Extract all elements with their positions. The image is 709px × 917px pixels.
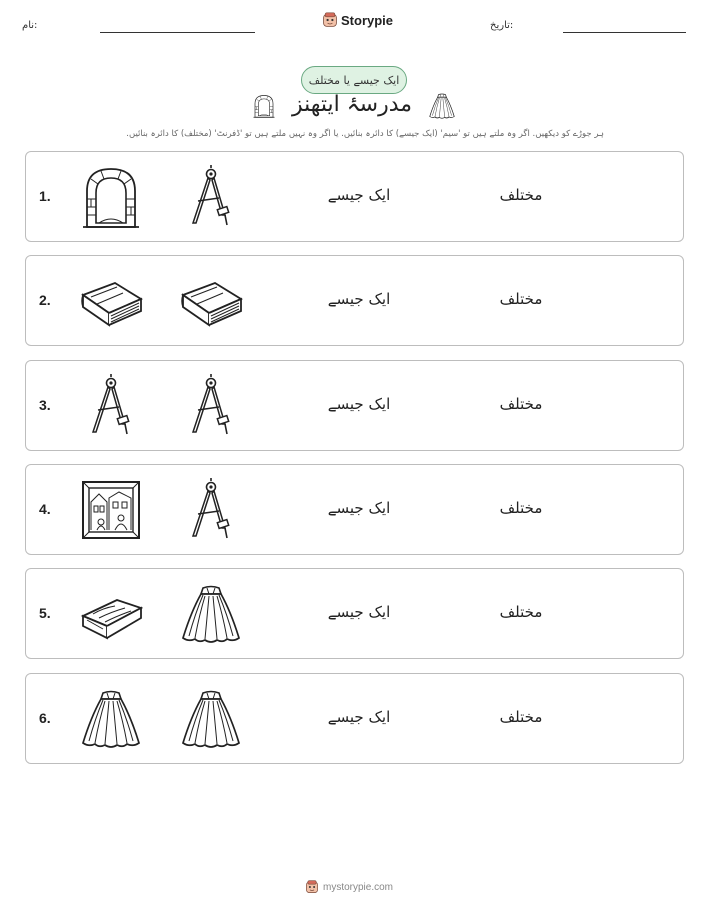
exercise-row xyxy=(25,255,684,346)
footer xyxy=(305,880,393,894)
arch-window-icon xyxy=(79,165,143,229)
book-icon xyxy=(179,269,243,333)
activity-badge: ایک جیسے یا مختلف xyxy=(301,66,407,94)
option-same[interactable]: ایک جیسے xyxy=(327,290,391,309)
row-number: 2. xyxy=(39,292,51,309)
date-line[interactable] xyxy=(563,32,686,33)
cloak-icon xyxy=(79,687,143,751)
book-icon xyxy=(79,269,143,333)
row-number: 1. xyxy=(39,188,51,204)
exercise-row xyxy=(25,151,684,242)
cloak-icon xyxy=(179,582,243,646)
row-number: 3. xyxy=(39,396,51,413)
compass-icon xyxy=(179,478,243,542)
name-line[interactable] xyxy=(100,32,255,33)
option-same[interactable]: ایک جیسے xyxy=(327,186,391,204)
option-same[interactable]: ایک جیسے xyxy=(327,707,391,726)
exercise-row xyxy=(25,673,684,764)
date-label: تاریخ: xyxy=(490,20,514,31)
title-row xyxy=(0,92,709,122)
option-different[interactable]: مختلف xyxy=(499,186,543,204)
page-title: مدرسۂ ایتھنز xyxy=(292,92,413,117)
tablet-block-icon xyxy=(79,582,143,646)
cloak-icon xyxy=(179,687,243,751)
option-different[interactable]: مختلف xyxy=(499,290,543,309)
name-label: نام: xyxy=(22,20,38,31)
option-different[interactable]: مختلف xyxy=(499,498,543,517)
compass-icon xyxy=(179,165,243,229)
mascot-icon xyxy=(322,12,338,28)
compass-icon xyxy=(79,374,143,438)
exercise-row xyxy=(25,464,684,555)
option-same[interactable]: ایک جیسے xyxy=(327,394,391,413)
row-number: 4. xyxy=(39,500,51,517)
brand-name: Storypie xyxy=(341,12,394,28)
option-same[interactable]: ایک جیسے xyxy=(327,498,391,517)
compass-icon xyxy=(179,374,243,438)
exercise-row xyxy=(25,568,684,659)
option-different[interactable]: مختلف xyxy=(499,603,543,622)
option-same[interactable]: ایک جیسے xyxy=(327,603,391,622)
row-number: 5. xyxy=(39,605,51,622)
arch-window-icon xyxy=(252,92,276,120)
row-number: 6. xyxy=(39,709,51,726)
exercise-row xyxy=(25,360,684,451)
brand-logo xyxy=(322,12,393,28)
framed-painting-icon xyxy=(79,478,143,542)
footer-url: mystorypie.com xyxy=(323,881,394,893)
mascot-icon xyxy=(305,880,319,894)
cloak-icon xyxy=(428,92,456,120)
option-different[interactable]: مختلف xyxy=(499,394,543,413)
option-different[interactable]: مختلف xyxy=(499,707,543,726)
instructions: ہر جوڑے کو دیکھیں. اگر وہ ملتے ہیں تو 'سیم' (ایک جیسے) کا دائرہ بنائیں. یا اگر وہ نہیں ملتے ہیں تو 'ڈفرنٹ' (مختلف) کا دائرہ بنائیں. xyxy=(126,129,604,139)
